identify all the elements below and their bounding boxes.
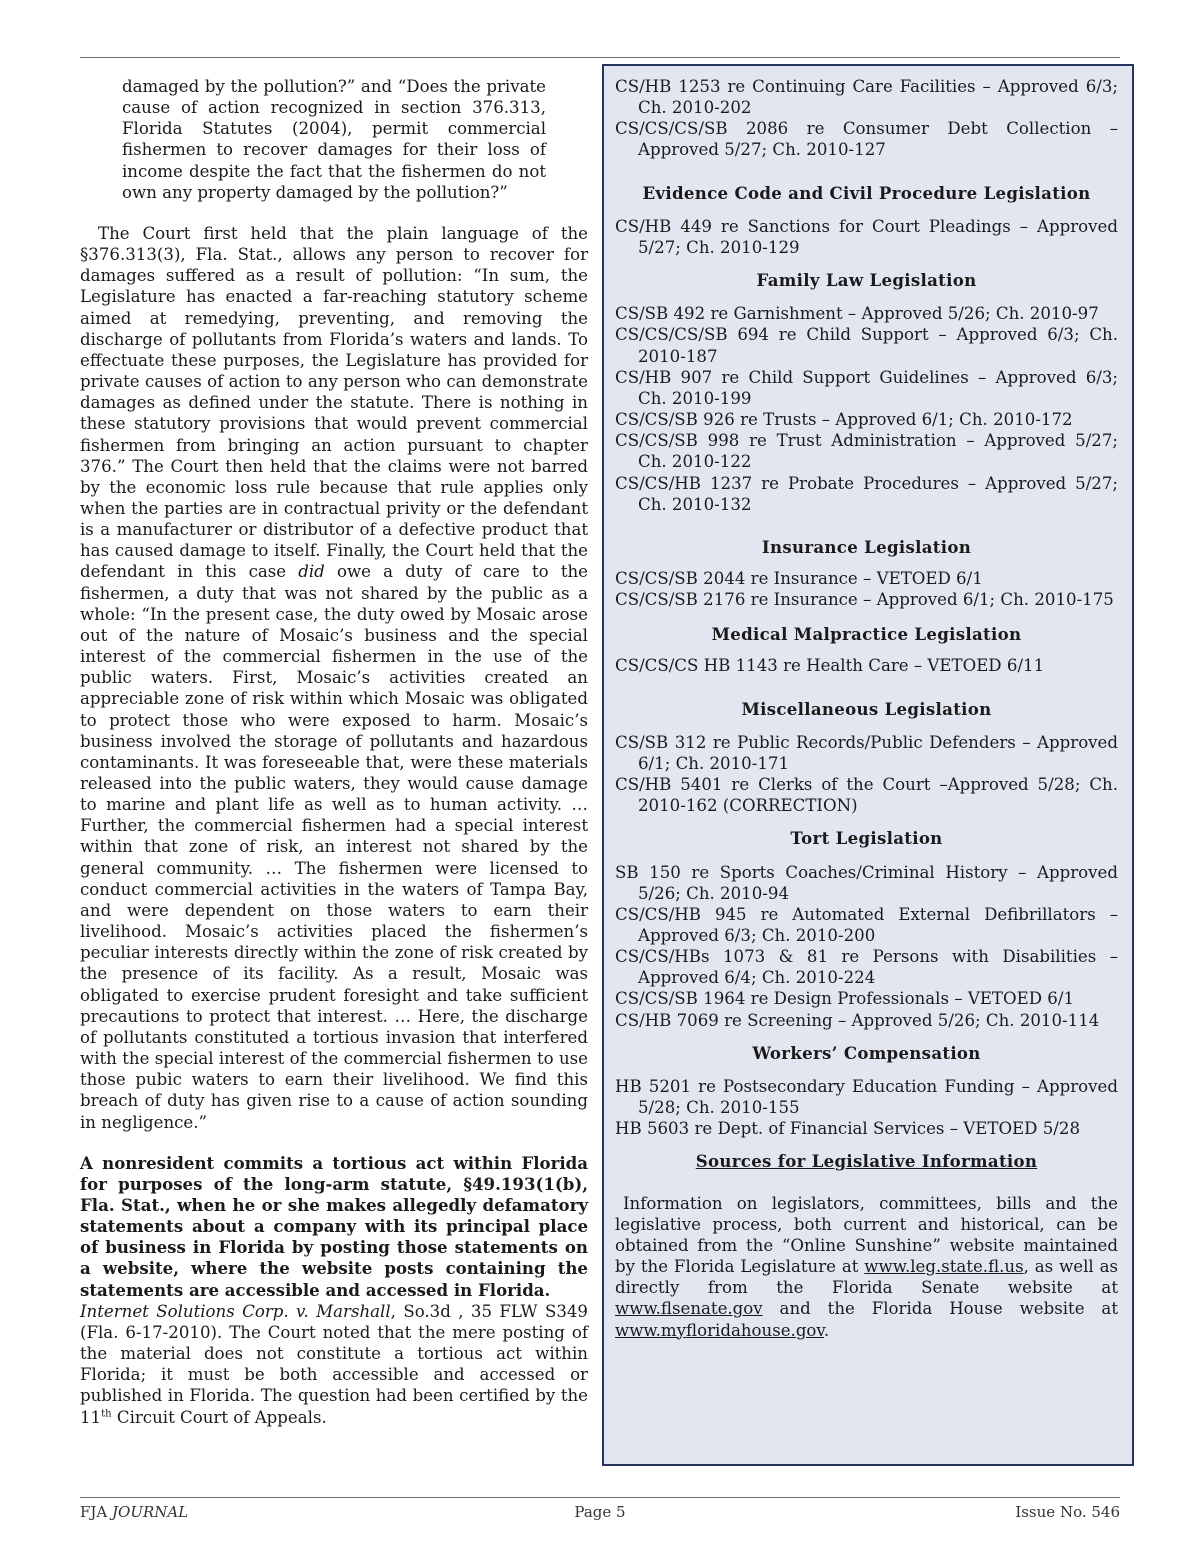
list-item: CS/CS/SB 2176 re Insurance – Approved 6/1; Ch. 2010-175 <box>615 590 1114 610</box>
list-item: CS/SB 492 re Garnishment – Approved 5/26; Ch. 2010-97 <box>615 304 1099 324</box>
section-heading-insurance: Insurance Legislation <box>761 536 972 557</box>
list-item: CS/CS/SB 1964 re Design Professionals – VETOED 6/1 <box>615 989 1075 1009</box>
case-citation-paragraph: Internet Solutions Corp. v. Marshall, So.3d , 35 FLW S349 (Fla. 6-17-2010). The Court noted that the mere posting of the material does not constitute a tortious act within Florida; it must be both accessible and accessed or published in Florida. The question had been certified by the 11th Circuit Court of Appeals. <box>80 1301 588 1427</box>
list-item: CS/CS/HB 1237 re Probate Procedures – Approved 5/27; Ch. 2010-132 <box>615 473 1118 514</box>
section-heading-tort: Tort Legislation <box>790 828 943 849</box>
section-heading-sources: Sources for Legislative Information <box>695 1151 1038 1172</box>
header-rule <box>80 57 1120 58</box>
list-item: HB 5201 re Postsecondary Education Funding – Approved 5/28; Ch. 2010-155 <box>615 1076 1118 1118</box>
footer-rule <box>80 1497 1120 1498</box>
list-item: CS/CS/SB 926 re Trusts – Approved 6/1; Ch. 2010-172 <box>615 410 1073 430</box>
link-flsenate-gov[interactable]: www.flsenate.gov <box>615 1299 763 1319</box>
link-myfloridahouse-gov[interactable]: www.myfloridahouse.gov <box>615 1320 824 1340</box>
list-item: CS/HB 7069 re Screening – Approved 5/26; Ch. 2010-114 <box>615 1010 1100 1030</box>
list-item: CS/HB 1253 re Continuing Care Facilities – Approved 6/3; Ch. 2010-202 <box>615 77 1118 118</box>
certified-question-quote: damaged by the pollution?” and “Does the private cause of action recognized in section 376.313, Florida Statutes (2004), permit commercial fishermen to recover damages for their loss of income despite the fact that the fishermen do not own any property damaged by the pollution?” <box>122 77 546 202</box>
page-footer <box>80 1503 1120 1523</box>
list-item: CS/HB 449 re Sanctions for Court Pleadings – Approved 5/27; Ch. 2010-129 <box>615 216 1118 257</box>
list-item: CS/CS/CS/SB 694 re Child Support – Approved 6/3; Ch. 2010-187 <box>615 325 1118 366</box>
publication-name: FJA JOURNAL <box>80 1503 189 1521</box>
case-name: Internet Solutions Corp. v. Marshall <box>80 1301 391 1321</box>
issue-number: Issue No. 546 <box>1015 1503 1120 1521</box>
list-item: CS/CS/SB 998 re Trust Administration – Approved 5/27; Ch. 2010-122 <box>615 431 1118 472</box>
list-item: HB 5603 re Dept. of Financial Services – VETOED 5/28 <box>615 1119 1081 1139</box>
list-item: CS/CS/SB 2044 re Insurance – VETOED 6/1 <box>615 568 983 588</box>
court-holding-paragraph: The Court first held that the plain language of the §376.313(3), Fla. Stat., allows any person to recover for damages suffered as a result of pollution: “In sum, the Legislature has enacted a far-reaching statutory scheme aimed at remedying, preventing, and removing the discharge of pollutants from Florida’s waters and lands. To effectuate these purposes, the Legislature has provided for private causes of action to any person who can demonstrate damages as defined under the statute. There is nothing in these statutory provisions that would prevent commercial fishermen from bringing an action pursuant to chapter 376.” The Court then held that the claims were not barred by the economic loss rule because that rule applies only when the parties are in contractual privity or the defendant is a manufacturer or distributor of a defective product that has caused damage to itself. Finally, the Court held that the defendant in this case did owe a duty of care to the fishermen, a duty that was not shared by the public as a whole: “In the present case, the duty owed by Mosaic arose out of the nature of Mosaic’s business and the special interest of the commercial fishermen in the use of the public waters. First, Mosaic’s activities created an appreciable zone of risk within which Mosaic was obligated to protect those who were exposed to harm. Mosaic’s business involved the storage of pollutants and hazardous contaminants. It was foreseeable that, were these materials released into the public waters, they would cause damage to marine and plant life as well as to human activity. … Further, the commercial fishermen had a special interest within that zone of risk, an interest not shared by the general community. … The fishermen were licensed to conduct commercial activities in the waters of Tampa Bay, and were dependent on those waters to earn their livelihood. Mosaic’s activities placed the fishermen’s peculiar interests directly within the zone of risk created by the presence of its facility. As a result, Mosaic was obligated to exercise prudent foresight and take sufficient precautions to protect that interest. … Here, the discharge of pollutants constituted a tortious invasion that interfered with the special interest of the commercial fishermen to use those pubic waters to earn their livelihood. We find this breach of duty has given rise to a cause of action sounding in negligence.” <box>80 223 588 1132</box>
list-item: SB 150 re Sports Coaches/Criminal History – Approved 5/26; Ch. 2010-94 <box>615 862 1118 903</box>
list-item: CS/CS/HB 945 re Automated External Defibrillators – Approved 6/3; Ch. 2010-200 <box>615 904 1118 945</box>
section-heading-evidence: Evidence Code and Civil Procedure Legislation <box>642 182 1091 203</box>
headnote-long-arm-statute: A nonresident commits a tortious act within Florida for purposes of the long-arm statute, §49.193(1(b), Fla. Stat., when he or she makes allegedly defamatory statements about a company with its principal place of business in Florida by posting those statements on a website, where the website posts containing the statements are accessible and accessed in Florida. <box>80 1152 588 1300</box>
list-item: CS/CS/CS/SB 2086 re Consumer Debt Collection – Approved 5/27; Ch. 2010-127 <box>615 119 1118 160</box>
section-heading-family-law: Family Law Legislation <box>756 270 977 291</box>
list-item: CS/HB 907 re Child Support Guidelines – Approved 6/3; Ch. 2010-199 <box>615 367 1118 408</box>
list-item: CS/CS/CS HB 1143 re Health Care – VETOED 6/11 <box>615 656 1045 676</box>
legislation-sidebar-box <box>602 64 1134 1466</box>
page-number: Page 5 <box>574 1503 626 1521</box>
emphasis-did: did <box>298 562 325 582</box>
left-column <box>80 76 588 1428</box>
list-item: CS/HB 5401 re Clerks of the Court –Approved 5/28; Ch. 2010-162 (CORRECTION) <box>615 775 1118 816</box>
list-item: CS/CS/HBs 1073 & 81 re Persons with Disabilities – Approved 6/4; Ch. 2010-224 <box>615 947 1118 988</box>
link-leg-state-fl-us[interactable]: www.leg.state.fl.us <box>864 1257 1024 1277</box>
section-heading-workers-compensation: Workers’ Compensation <box>752 1042 981 1063</box>
sources-paragraph: Information on legislators, committees, bills and the legislative process, both current and historical, can be obtained from the “Online Sunshine” website maintained by the Florida Legislature at www.leg.state.fl.us, as well as directly from the Florida Senate website at www.flsenate.gov and the Florida House website at www.myfloridahouse.gov. <box>615 1193 1118 1340</box>
section-heading-miscellaneous: Miscellaneous Legislation <box>741 698 992 719</box>
section-heading-medical-malpractice: Medical Malpractice Legislation <box>711 624 1022 645</box>
list-item: CS/SB 312 re Public Records/Public Defenders – Approved 6/1; Ch. 2010-171 <box>615 732 1118 773</box>
